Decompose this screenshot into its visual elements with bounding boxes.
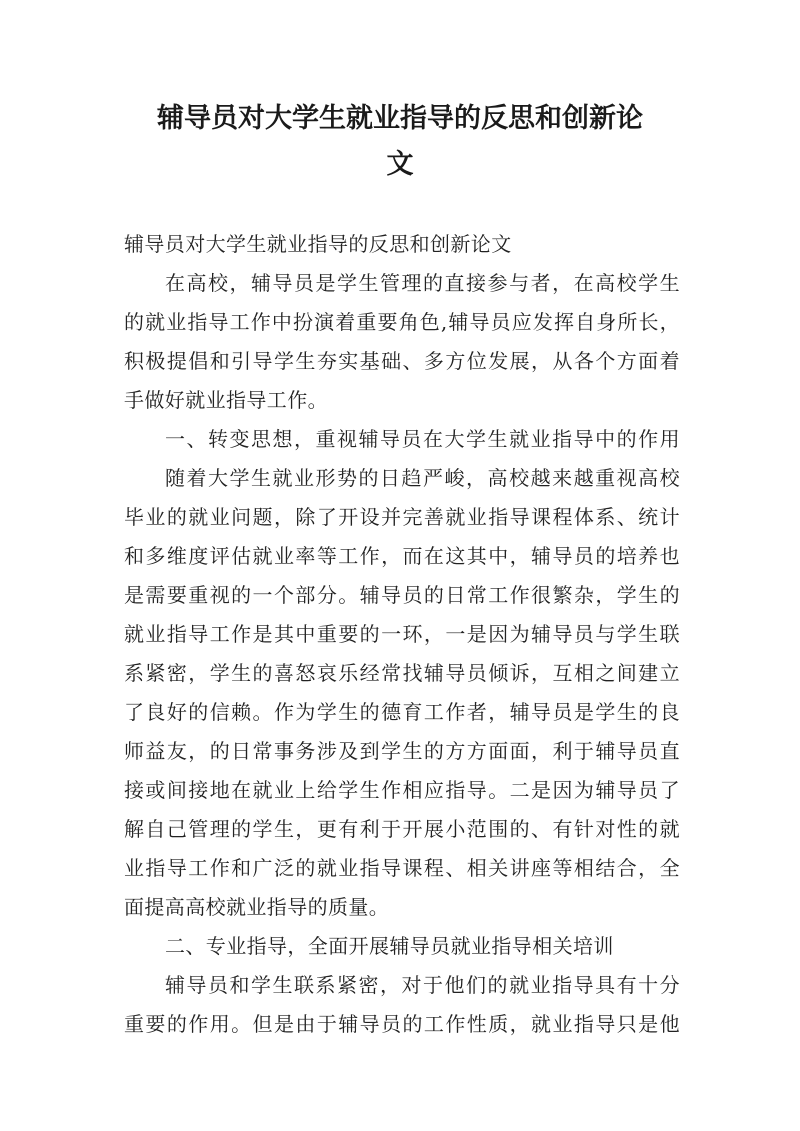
body-line: 手做好就业指导工作。	[124, 388, 328, 412]
document-title-line-1: 辅导员对大学生就业指导的反思和创新论	[157, 103, 643, 134]
body-line: 和多维度评估就业率等工作，而在这其中，辅导员的培养也	[124, 544, 680, 568]
body-line: 随着大学生就业形势的日趋严峻，高校越来越重视高校	[165, 466, 680, 490]
body-line: 重要的作用。但是由于辅导员的工作性质，就业指导只是他	[124, 1012, 680, 1036]
body-line: 了良好的信赖。作为学生的德育工作者，辅导员是学生的良	[124, 700, 680, 724]
body-line: 的就业指导工作中扮演着重要角色,辅导员应发挥自身所长，	[124, 310, 680, 334]
body-line: 面提高高校就业指导的质量。	[124, 895, 390, 919]
document-title-line-2: 文	[386, 149, 414, 180]
body-line: 积极提倡和引导学生夯实基础、多方位发展，从各个方面着	[124, 349, 680, 373]
body-line: 系紧密，学生的喜怒哀乐经常找辅导员倾诉，互相之间建立	[124, 661, 680, 685]
body-line: 在高校，辅导员是学生管理的直接参与者，在高校学生	[165, 271, 680, 295]
body-line: 解自己管理的学生，更有利于开展小范围的、有针对性的就	[124, 817, 680, 841]
body-line: 就业指导工作是其中重要的一环，一是因为辅导员与学生联	[124, 622, 680, 646]
section-heading-1: 一、转变思想，重视辅导员在大学生就业指导中的作用	[165, 427, 680, 451]
body-line: 辅导员和学生联系紧密，对于他们的就业指导具有十分	[165, 973, 680, 997]
body-line: 师益友，的日常事务涉及到学生的方方面面，利于辅导员直	[124, 739, 680, 763]
body-line: 业指导工作和广泛的就业指导课程、相关讲座等相结合，全	[124, 856, 680, 880]
body-line: 毕业的就业问题，除了开设并完善就业指导课程体系、统计	[124, 505, 680, 529]
section-heading-2: 二、专业指导，全面开展辅导员就业指导相关培训	[165, 934, 614, 958]
body-line: 是需要重视的一个部分。辅导员的日常工作很繁杂，学生的	[124, 583, 680, 607]
body-subtitle-line: 辅导员对大学生就业指导的反思和创新论文	[124, 232, 512, 256]
body-line: 接或间接地在就业上给学生作相应指导。二是因为辅导员了	[124, 778, 680, 802]
